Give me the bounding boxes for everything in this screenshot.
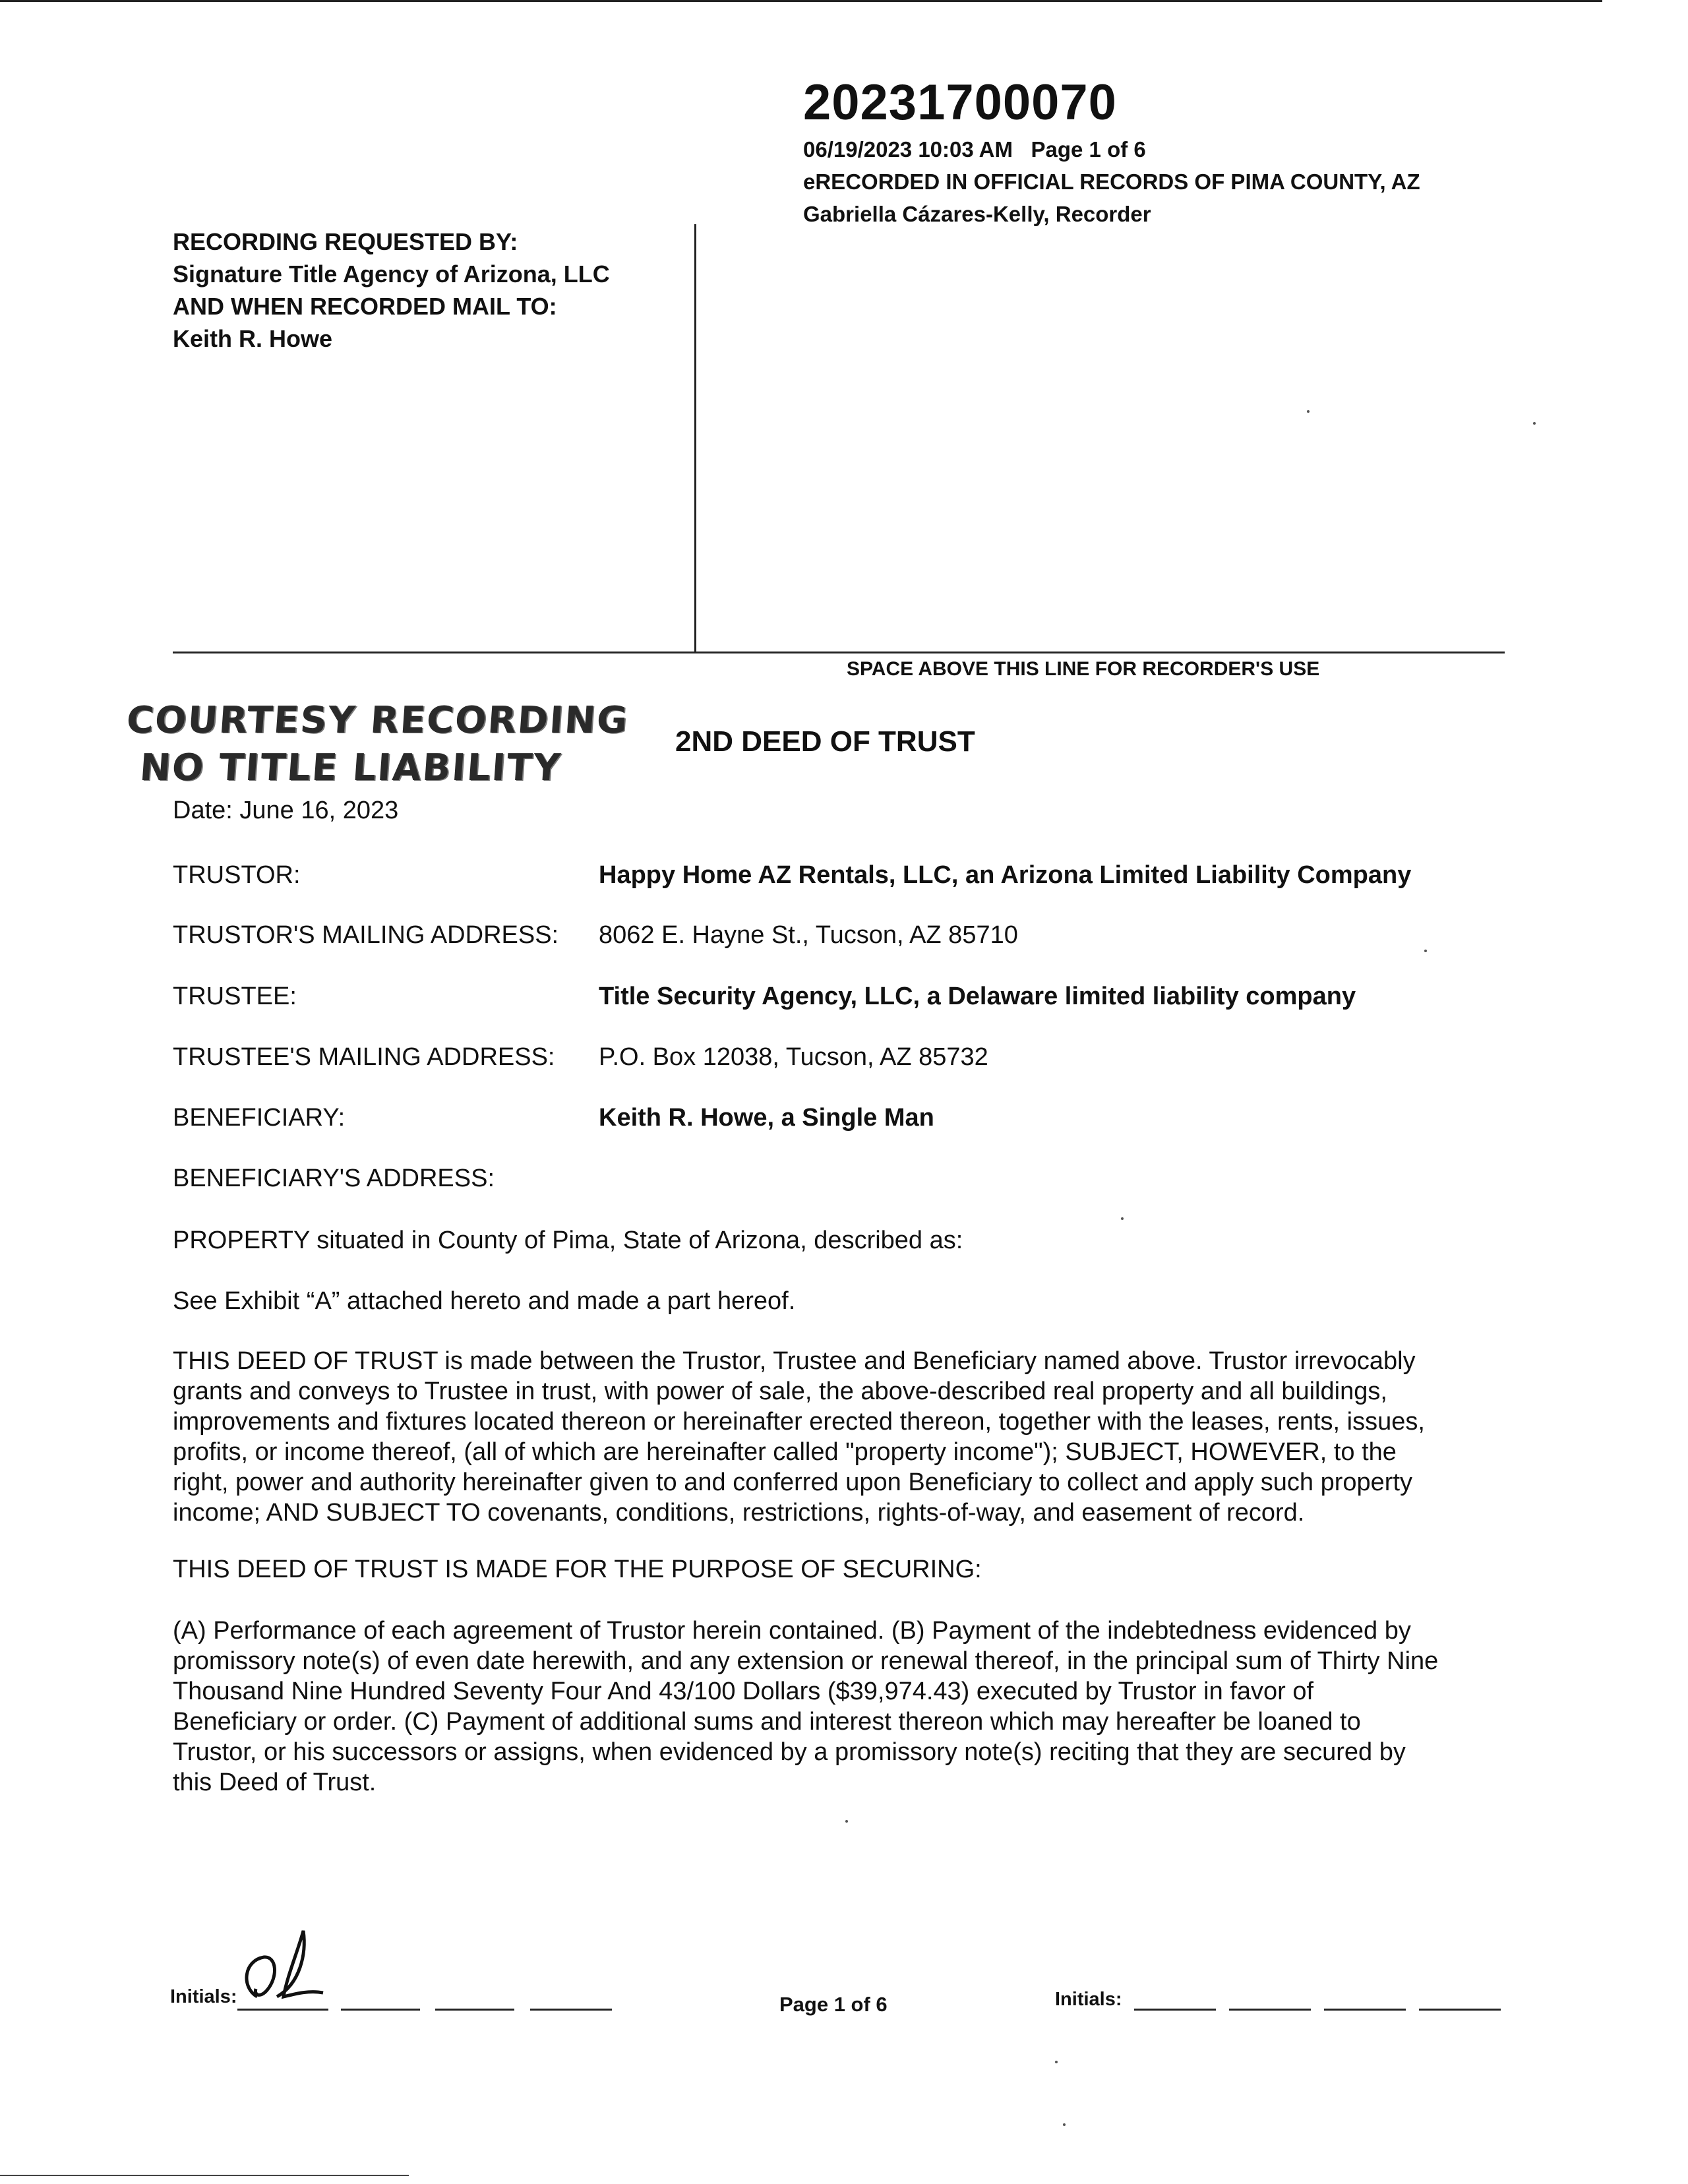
initials-blank-7[interactable]: [1324, 2009, 1406, 2011]
recorded-date: [803, 137, 1146, 162]
paragraph-line: (A) Performance of each agreement of Trustor herein contained. (B) Payment of the indebtedness evidenced by: [173, 1617, 1411, 1645]
purpose-heading: THIS DEED OF TRUST IS MADE FOR THE PURPOSE OF SECURING:: [173, 1556, 982, 1583]
scan-speck: [1121, 1217, 1124, 1220]
request-line-1: RECORDING REQUESTED BY:: [173, 228, 518, 255]
trustor-address-value: 8062 E. Hayne St., Tucson, AZ 85710: [599, 921, 1018, 949]
scan-speck: [845, 1820, 848, 1823]
deed-date: Date: June 16, 2023: [173, 797, 399, 824]
initials-blank-1[interactable]: [237, 2009, 328, 2011]
beneficiary-address-label: BENEFICIARY'S ADDRESS:: [173, 1165, 495, 1192]
trustee-address-label: TRUSTEE'S MAILING ADDRESS:: [173, 1043, 555, 1071]
document-number: 20231700070: [803, 75, 1117, 131]
paragraph-line: THIS DEED OF TRUST is made between the Trustor, Trustee and Beneficiary named above. Trustor irrevocably: [173, 1347, 1416, 1375]
scan-speck: [1533, 422, 1536, 425]
initials-blank-8[interactable]: [1419, 2009, 1501, 2011]
trustee-value: Title Security Agency, LLC, a Delaware limited liability company: [599, 983, 1356, 1010]
request-line-4: Keith R. Howe: [173, 325, 333, 352]
handwritten-initials-signature: [237, 1924, 336, 2010]
paragraph-line: improvements and fixtures located thereon or hereinafter erected thereon, together with the leases, rents, issues,: [173, 1408, 1425, 1436]
courtesy-stamp-line-1: COURTESY RECORDING: [125, 699, 630, 742]
page-number: Page 1 of 6: [779, 1993, 888, 2016]
top-border-line: [0, 0, 1602, 2]
beneficiary-label: BENEFICIARY:: [173, 1104, 346, 1132]
initials-blank-4[interactable]: [530, 2009, 612, 2011]
recorder-space-note: SPACE ABOVE THIS LINE FOR RECORDER'S USE: [847, 658, 1320, 680]
initials-label-left: Initials:: [170, 1986, 237, 2007]
beneficiary-value: Keith R. Howe, a Single Man: [599, 1104, 934, 1132]
bottom-scan-line: [0, 2175, 409, 2176]
recorded-page-info: Page 1 of 6: [1031, 137, 1146, 162]
property-description: PROPERTY situated in County of Pima, State of Arizona, described as:: [173, 1227, 963, 1254]
recording-office: eRECORDED IN OFFICIAL RECORDS OF PIMA COUNTY, AZ: [803, 169, 1420, 194]
initials-label-right: Initials:: [1055, 1989, 1122, 2010]
document-title: 2ND DEED OF TRUST: [675, 725, 975, 758]
scan-speck: [1055, 2061, 1058, 2063]
deed-grant-paragraph: [173, 1346, 1501, 1528]
paragraph-line: Beneficiary or order. (C) Payment of additional sums and interest thereon which may hereafter be loaned to: [173, 1708, 1361, 1736]
scan-speck: [1307, 410, 1310, 413]
trustee-label: TRUSTEE:: [173, 983, 297, 1010]
trustor-address-label: TRUSTOR'S MAILING ADDRESS:: [173, 921, 559, 949]
scan-speck: [1063, 2123, 1066, 2126]
paragraph-line: income; AND SUBJECT TO covenants, conditions, restrictions, rights-of-way, and easement of record.: [173, 1499, 1305, 1527]
paragraph-line: grants and conveys to Trustee in trust, with power of sale, the above-described real property and all buildings,: [173, 1378, 1387, 1405]
paragraph-line: this Deed of Trust.: [173, 1769, 377, 1796]
initials-blank-2[interactable]: [341, 2009, 420, 2011]
request-line-2: Signature Title Agency of Arizona, LLC: [173, 260, 610, 288]
recorded-datetime: 06/19/2023 10:03 AM: [803, 137, 1013, 162]
paragraph-line: promissory note(s) of even date herewith, and any extension or renewal thereof, in the principal sum of Thirty Nine: [173, 1647, 1439, 1675]
vertical-divider: [694, 224, 696, 653]
initials-blank-5[interactable]: [1134, 2009, 1216, 2011]
scan-speck: [1424, 950, 1427, 952]
exhibit-reference: See Exhibit “A” attached hereto and made a part hereof.: [173, 1287, 796, 1315]
paragraph-line: right, power and authority hereinafter given to and conferred upon Beneficiary to collect and apply such property: [173, 1469, 1413, 1496]
recorder-name: Gabriella Cázares-Kelly, Recorder: [803, 202, 1151, 226]
request-line-3: AND WHEN RECORDED MAIL TO:: [173, 293, 557, 320]
trustee-address-value: P.O. Box 12038, Tucson, AZ 85732: [599, 1043, 988, 1071]
initials-blank-3[interactable]: [435, 2009, 514, 2011]
paragraph-line: Trustor, or his successors or assigns, when evidenced by a promissory note(s) reciting that they are secured by: [173, 1738, 1406, 1766]
courtesy-stamp-line-2: NO TITLE LIABILITY: [138, 746, 563, 789]
paragraph-line: profits, or income thereof, (all of which are hereinafter called "property income"); SUBJECT, HOWEVER, to the: [173, 1438, 1397, 1466]
trustor-value: Happy Home AZ Rentals, LLC, an Arizona Limited Liability Company: [599, 861, 1412, 889]
trustor-label: TRUSTOR:: [173, 861, 301, 889]
initials-blank-6[interactable]: [1229, 2009, 1311, 2011]
paragraph-line: Thousand Nine Hundred Seventy Four And 43/100 Dollars ($39,974.43) executed by Trustor in favor of: [173, 1678, 1314, 1705]
recording-request-block: [173, 226, 610, 355]
recorder-space-line: [173, 652, 1505, 653]
securing-paragraph: [173, 1616, 1501, 1798]
